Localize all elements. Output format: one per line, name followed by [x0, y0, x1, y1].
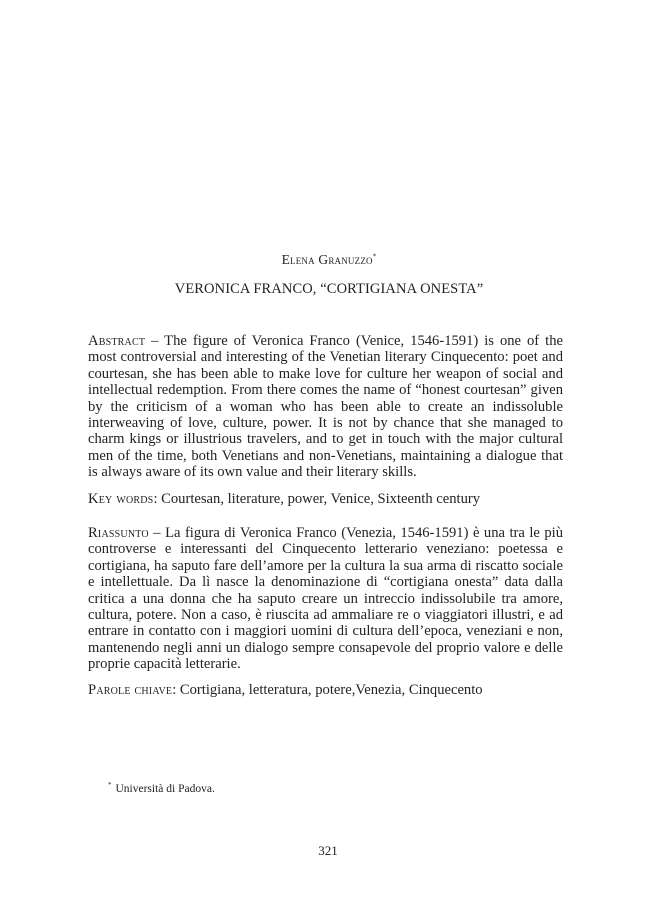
article-title: VERONICA FRANCO, “CORTIGIANA ONESTA”	[174, 281, 484, 297]
keywords-paragraph	[88, 491, 563, 507]
riassunto-text: – La figura di Veronica Franco (Venezia, 1546-1591) è una tra le più controverse e interessanti del Cinquecento letterario veneziano: poetessa e cortigiana, ha saputo fare dell’amore per la cultura la sua arma di riscatto sociale e intellettuale. Da lì nasce la denominazione di “cortigiana onesta” data dalla critica a una donna che ha saputo creare un intreccio indissolubile tra amore, cultura, potere. Non a caso, è riuscita ad ammaliare re o viaggiatori illustri, e ad entrare in contatto con i maggiori uomini di cultura dell’epoca, veneziani e non, mantenendo negli anni un dialogo sempre consapevole del proprio valore e delle proprie capacità letterarie.	[88, 525, 563, 673]
keywords-text: : Courtesan, literature, power, Venice, Sixteenth century	[153, 491, 481, 507]
footnote	[108, 781, 215, 795]
page-number: 321	[318, 843, 338, 858]
riassunto-paragraph	[88, 525, 563, 673]
footnote-marker: *	[108, 781, 112, 789]
parole-chiave-paragraph	[88, 682, 563, 698]
parole-chiave-text: : Cortigiana, letteratura, potere,Venezia, Cinquecento	[172, 682, 483, 698]
abstract-paragraph	[88, 333, 563, 481]
abstract-label: Abstract	[88, 333, 146, 349]
footnote-text: Università di Padova.	[115, 782, 215, 795]
riassunto-label: Riassunto	[88, 525, 149, 541]
parole-chiave-label: Parole chiave	[88, 682, 173, 698]
keywords-label: Key words	[88, 491, 154, 507]
author-footnote-marker: *	[372, 252, 377, 261]
abstract-text: – The figure of Veronica Franco (Venice, 1546-1591) is one of the most controversial and interesting of the Venetian literary Cinquecento: poet and courtesan, she has been able to make love for culture her weapon of social and intellectual redemption. From there comes the name of “honest courtesan” given by the criticism of a woman who has been able to create an indissoluble interweaving of love, culture, power. It is not by chance that she managed to charm kings or illustrious travelers, and to get in touch with the major cultural men of the time, both Venetians and non-Venetians, maintaining a dialogue that is always aware of its own value and their literary skills.	[88, 333, 563, 481]
author-name	[0, 252, 650, 268]
author-name-text: Elena Granuzzo	[281, 252, 373, 267]
